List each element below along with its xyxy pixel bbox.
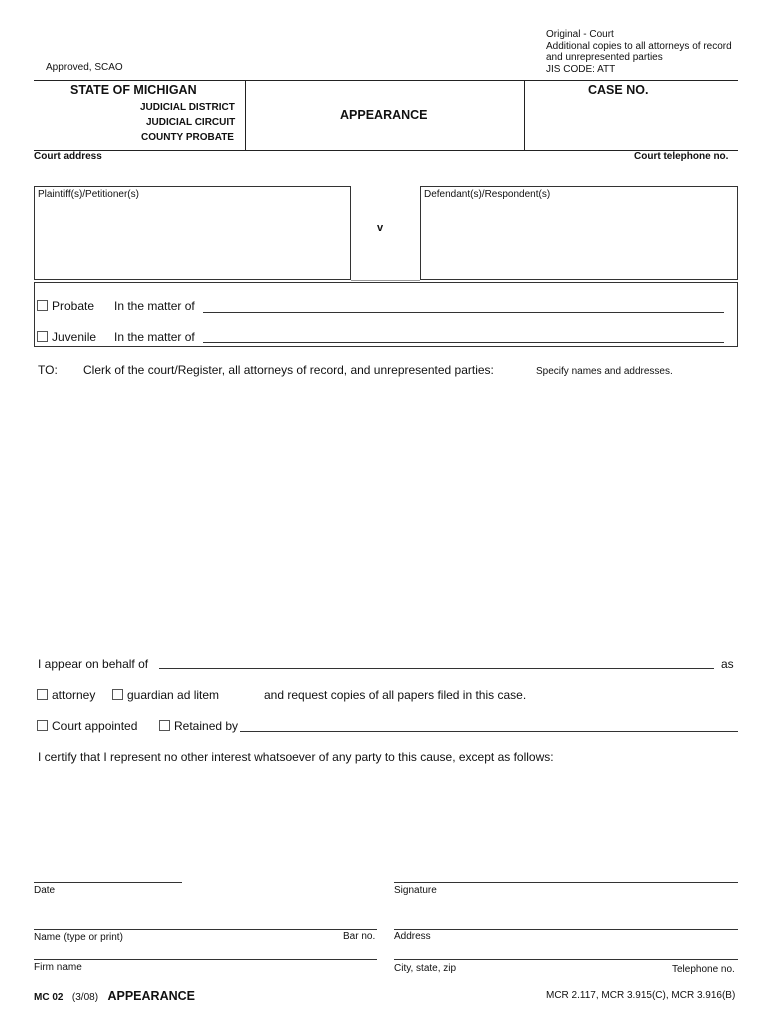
probate-option[interactable] <box>37 299 94 313</box>
exceptions-area[interactable] <box>34 770 738 870</box>
court-phone-label: Court telephone no. <box>634 151 729 162</box>
juvenile-option[interactable] <box>37 330 96 344</box>
address-field[interactable] <box>394 929 738 930</box>
court-type-probate: COUNTY PROBATE <box>141 132 234 143</box>
recipients-area[interactable] <box>34 385 738 640</box>
juvenile-checkbox[interactable] <box>37 331 48 342</box>
date-label: Date <box>34 885 56 896</box>
probate-checkbox[interactable] <box>37 300 48 311</box>
bar-no-label: Bar no. <box>343 931 376 942</box>
date-field[interactable] <box>34 882 182 883</box>
caption-bottom-rule <box>34 150 738 151</box>
probate-matter-field[interactable] <box>203 312 724 313</box>
name-label: Name (type or print) <box>34 932 123 943</box>
attorney-checkbox[interactable] <box>37 689 48 700</box>
form-code: MC 02 <box>34 992 64 1003</box>
to-label: TO: <box>38 363 58 377</box>
defendant-box[interactable] <box>420 186 738 280</box>
court-address-label: Court address <box>34 151 102 162</box>
state-name: STATE OF MICHIGAN <box>70 83 197 97</box>
probate-label: Probate <box>52 299 95 313</box>
defendant-label: Defendant(s)/Respondent(s) <box>424 189 551 200</box>
juvenile-matter-field[interactable] <box>203 342 724 343</box>
certify-text: I certify that I represent no other interest whatsoever of any party to this cause, except as follows: <box>38 750 554 764</box>
court-type-district: JUDICIAL DISTRICT <box>140 102 235 113</box>
form-footer-id <box>34 987 195 1005</box>
attorney-label: attorney <box>52 688 96 702</box>
caption-divider-right <box>524 80 525 150</box>
firm-label: Firm name <box>34 962 82 973</box>
firm-field[interactable] <box>34 959 377 960</box>
court-appointed-label: Court appointed <box>52 719 138 733</box>
caption-divider-left <box>245 80 246 150</box>
caption-top-rule <box>34 80 738 81</box>
retained-by-field[interactable] <box>240 731 738 732</box>
distribution-line: and unrepresented parties <box>546 52 663 63</box>
gal-checkbox[interactable] <box>112 689 123 700</box>
case-no-label: CASE NO. <box>588 83 649 97</box>
juvenile-label: Juvenile <box>52 330 97 344</box>
footer-title: APPEARANCE <box>107 989 195 1003</box>
name-field[interactable] <box>34 929 377 930</box>
court-appointed-checkbox[interactable] <box>37 720 48 731</box>
approval-note: Approved, SCAO <box>46 62 123 73</box>
phone-label: Telephone no. <box>672 964 735 975</box>
retained-label: Retained by <box>174 719 239 733</box>
court-type-circuit: JUDICIAL CIRCUIT <box>146 117 236 128</box>
distribution-notice <box>546 29 732 75</box>
versus-label: v <box>377 222 384 234</box>
attorney-option[interactable] <box>37 688 95 702</box>
address-label: Address <box>394 931 431 942</box>
probate-matter-label: In the matter of <box>114 299 195 313</box>
behalf-field[interactable] <box>159 668 714 669</box>
signature-label: Signature <box>394 885 437 896</box>
plaintiff-box[interactable] <box>34 186 351 280</box>
recipients-instruction: Specify names and addresses. <box>536 366 673 377</box>
plaintiff-label: Plaintiff(s)/Petitioner(s) <box>38 189 139 200</box>
court-types <box>140 100 235 145</box>
juvenile-matter-label: In the matter of <box>114 330 195 344</box>
distribution-line: Original - Court <box>546 29 614 40</box>
distribution-line: JIS CODE: ATT <box>546 63 616 75</box>
retained-checkbox[interactable] <box>159 720 170 731</box>
signature-field[interactable] <box>394 882 738 883</box>
gal-label: guardian ad litem <box>127 688 220 702</box>
distribution-line: Additional copies to all attorneys of record <box>546 40 732 52</box>
request-text: and request copies of all papers filed in this case. <box>264 688 527 702</box>
retained-option[interactable] <box>159 719 238 733</box>
parties-connector <box>351 280 420 281</box>
form-title: APPEARANCE <box>340 108 428 122</box>
city-label: City, state, zip <box>394 963 457 974</box>
recipients-text: Clerk of the court/Register, all attorneys of record, and unrepresented parties: <box>83 363 494 377</box>
behalf-label: I appear on behalf of <box>38 657 149 671</box>
court-rules: MCR 2.117, MCR 3.915(C), MCR 3.916(B) <box>546 990 736 1001</box>
form-revision: (3/08) <box>71 992 99 1003</box>
gal-option[interactable] <box>112 688 219 702</box>
as-label: as <box>721 657 734 671</box>
court-appointed-option[interactable] <box>37 719 137 733</box>
city-field[interactable] <box>394 959 738 960</box>
